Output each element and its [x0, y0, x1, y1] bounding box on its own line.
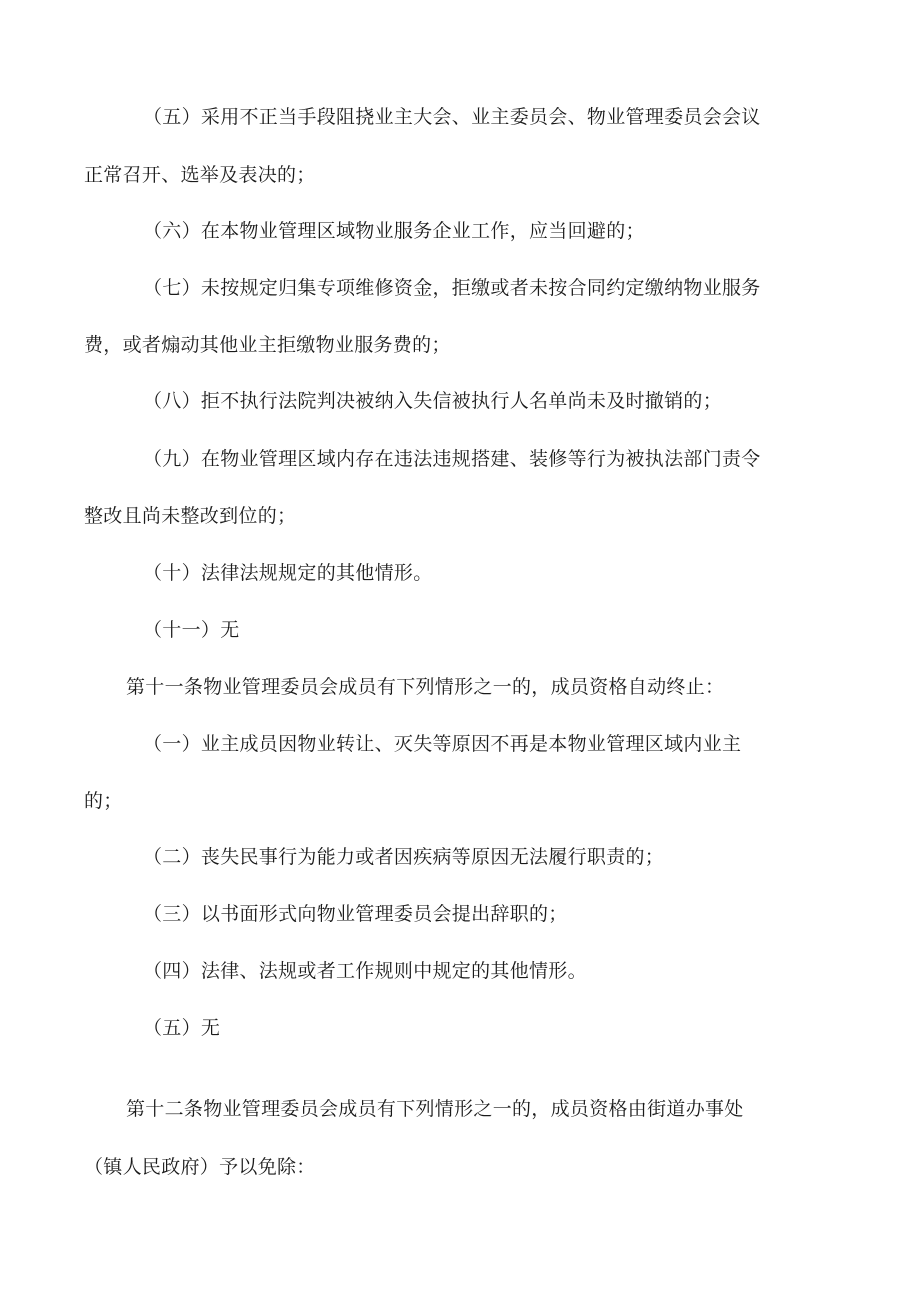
clause-5-line-1: （五）采用不正当手段阻挠业主大会、业主委员会、物业管理委员会会议	[143, 106, 761, 128]
article-11-clause-2: （二）丧失民事行为能力或者因疾病等原因无法履行职责的；	[143, 846, 665, 868]
article-12-heading-line-1: 第十二条物业管理委员会成员有下列情形之一的，成员资格由街道办事处	[126, 1098, 744, 1120]
clause-7-line-2: 费，或者煽动其他业主拒缴物业服务费的；	[84, 334, 451, 356]
article-12-heading-line-2: （镇人民政府）予以免除：	[84, 1156, 316, 1178]
clause-5-line-2: 正常召开、选举及表决的；	[84, 164, 316, 186]
article-11-clause-3: （三）以书面形式向物业管理委员会提出辞职的；	[143, 903, 568, 925]
article-11-clause-1-line-1: （一）业主成员因物业转让、灭失等原因不再是本物业管理区域内业主	[143, 733, 742, 755]
article-11-clause-5: （五）无	[143, 1017, 221, 1039]
article-11-clause-1-line-2: 的；	[84, 790, 123, 812]
article-11-clause-4: （四）法律、法规或者工作规则中规定的其他情形。	[143, 960, 587, 982]
clause-7-line-1: （七）未按规定归集专项维修资金，拒缴或者未按合同约定缴纳物业服务	[143, 277, 761, 299]
clause-9-line-2: 整改且尚未整改到位的；	[84, 505, 297, 527]
clause-11: （十一）无	[143, 619, 240, 641]
clause-6: （六）在本物业管理区域物业服务企业工作，应当回避的；	[143, 220, 645, 242]
clause-10: （十）法律法规规定的其他情形。	[143, 562, 433, 584]
clause-8: （八）拒不执行法院判决被纳入失信被执行人名单尚未及时撤销的；	[143, 390, 723, 412]
clause-9-line-1: （九）在物业管理区域内存在违法违规搭建、装修等行为被执法部门责令	[143, 448, 761, 470]
article-11-heading: 第十一条物业管理委员会成员有下列情形之一的，成员资格自动终止：	[126, 676, 725, 698]
